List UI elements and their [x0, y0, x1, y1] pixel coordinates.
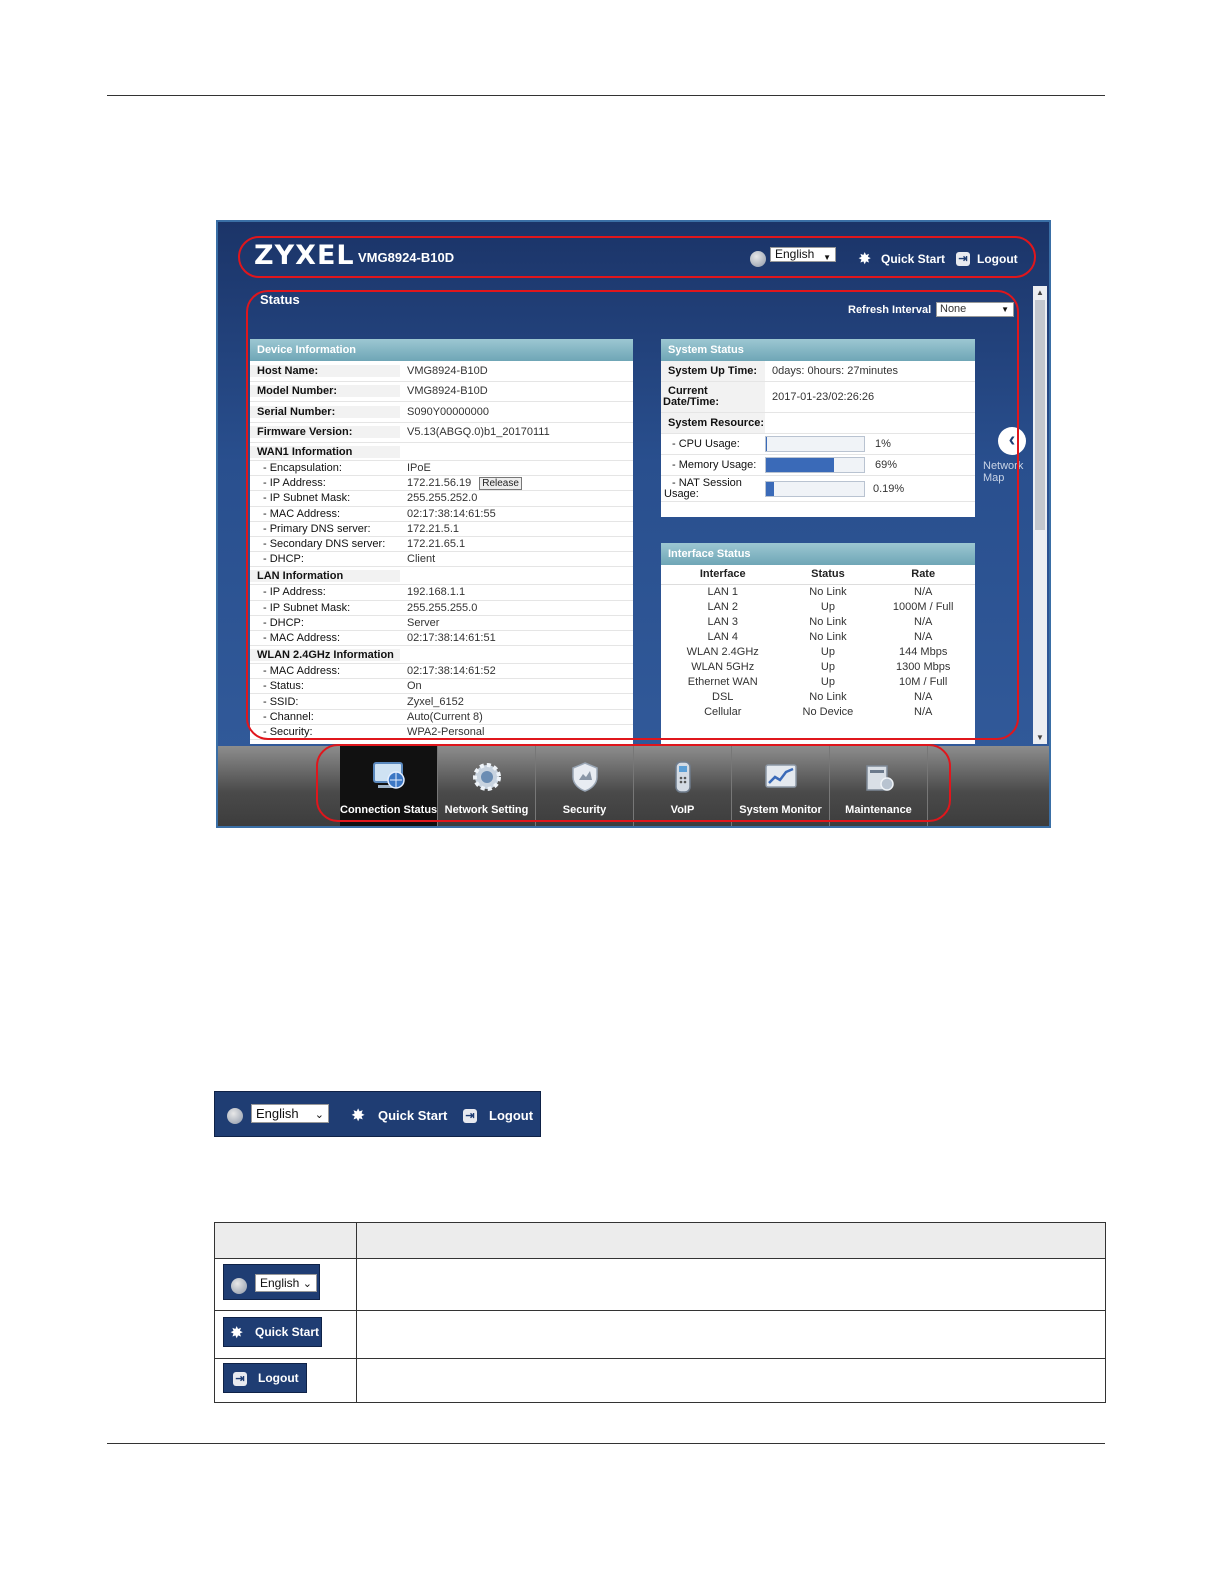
network-map-label-line2: Map — [983, 472, 1005, 484]
table-row — [215, 1259, 1106, 1311]
title-bar-icon-table — [214, 1222, 1106, 1403]
nav-label: Network Setting — [444, 804, 529, 816]
scroll-up-arrow-icon[interactable]: ▲ — [1036, 288, 1044, 297]
interface-cell: N/A — [914, 690, 933, 703]
language-value: English — [256, 1106, 299, 1121]
page-title: Status — [260, 292, 300, 307]
device-info-value-text: VMG8924-B10D — [407, 364, 488, 377]
scroll-down-arrow-icon[interactable]: ▼ — [1036, 733, 1044, 742]
cpu-usage-value: 1% — [875, 438, 891, 450]
device-info-label: - MAC Address: — [263, 665, 341, 678]
release-button[interactable]: Release — [479, 477, 522, 490]
language-value: English — [260, 1276, 300, 1290]
table-cell-icon — [215, 1359, 357, 1403]
cpu-usage-label: - CPU Usage: — [672, 438, 740, 450]
network-map-label-line1: Network — [983, 460, 1024, 472]
table-cell-description — [357, 1311, 1106, 1359]
interface-cell: No Link — [809, 690, 847, 703]
top-rule — [107, 95, 1105, 96]
refresh-interval-value: None — [940, 303, 967, 315]
device-info-label: Host Name: — [250, 365, 400, 377]
interface-status-header: Interface Status — [661, 543, 975, 565]
chevron-down-icon: ⌄ — [314, 1109, 324, 1121]
table-cell-description — [357, 1359, 1106, 1403]
device-info-label: - Secondary DNS server: — [263, 538, 386, 551]
interface-cell: 144 Mbps — [899, 645, 948, 658]
nav-label: Connection Status — [340, 804, 438, 816]
interface-cell: N/A — [914, 585, 933, 598]
current-datetime-label-line1: Current — [668, 385, 708, 397]
interface-cell: WLAN 2.4GHz — [686, 645, 759, 658]
device-info-label: - IP Address: — [263, 477, 326, 490]
device-info-label: Model Number: — [250, 385, 400, 397]
title-bar-highlight — [238, 236, 1036, 278]
nav-label: System Monitor — [739, 804, 822, 816]
quick-start-label: Quick Start — [255, 1325, 320, 1339]
system-resource-label: System Resource: — [661, 413, 765, 433]
brand-logo: ZYXEL — [254, 240, 355, 271]
table-row — [215, 1311, 1106, 1359]
device-info-label: - SSID: — [263, 695, 299, 708]
device-info-label: - Encapsulation: — [263, 462, 342, 475]
device-info-value-text: 02:17:38:14:61:51 — [407, 631, 496, 644]
interface-column-header: Rate — [871, 565, 975, 584]
interface-cell: Cellular — [704, 705, 742, 718]
device-info-value-text: 02:17:38:14:61:55 — [407, 507, 496, 520]
router-status-screenshot — [216, 220, 1051, 828]
interface-cell: LAN 2 — [707, 600, 739, 613]
nav-label: Security — [562, 804, 607, 816]
language-icon — [231, 1278, 247, 1294]
model-name: VMG8924-B10D — [358, 250, 455, 265]
device-info-value-text: S090Y00000000 — [407, 405, 489, 418]
navigation-highlight — [316, 744, 951, 822]
device-info-value-text: Server — [407, 616, 440, 629]
table-header-description — [357, 1223, 1106, 1259]
logout-image — [223, 1363, 307, 1393]
interface-cell: N/A — [914, 630, 933, 643]
interface-cell: Up — [820, 675, 835, 688]
table-row — [215, 1359, 1106, 1403]
dropdown-arrow-icon: ▼ — [823, 253, 831, 262]
interface-cell: No Link — [809, 615, 847, 628]
quick-start-icon: ✸ — [351, 1106, 366, 1125]
content-scrollbar[interactable] — [1033, 286, 1047, 744]
bottom-rule — [107, 1443, 1105, 1444]
interface-cell: Up — [820, 600, 835, 613]
table-header-icon — [215, 1223, 357, 1259]
title-bar-figure — [214, 1091, 541, 1137]
quick-start-link[interactable]: Quick Start — [378, 1108, 448, 1123]
interface-cell: 1000M / Full — [892, 600, 954, 613]
device-info-value-text: V5.13(ABGQ.0)b1_20170111 — [407, 426, 550, 439]
interface-cell: WLAN 5GHz — [691, 660, 755, 673]
interface-cell: DSL — [712, 690, 734, 703]
system-status-header: System Status — [661, 339, 975, 361]
dropdown-arrow-icon: ▼ — [1001, 305, 1009, 314]
device-info-label: WLAN 2.4GHz Information — [250, 649, 400, 661]
device-information-header: Device Information — [250, 339, 633, 361]
logout-icon: ⇥ — [956, 252, 970, 266]
interface-cell: Ethernet WAN — [687, 675, 758, 688]
language-icon — [227, 1108, 243, 1124]
language-value: English — [775, 247, 815, 261]
interface-cell: LAN 3 — [707, 615, 739, 628]
nat-session-value: 0.19% — [873, 482, 905, 495]
chevron-down-icon: ⌄ — [302, 1278, 312, 1290]
table-cell-description — [357, 1259, 1106, 1311]
quick-start-icon: ✸ — [858, 251, 872, 268]
nat-session-label-line2: Usage: — [664, 487, 699, 500]
network-map-chevron-icon[interactable]: ‹ — [998, 427, 1026, 455]
quick-start-icon: ✸ — [230, 1325, 244, 1342]
interface-cell: 1300 Mbps — [895, 660, 951, 673]
device-info-value-text: On — [407, 680, 422, 693]
logout-label: Logout — [258, 1371, 299, 1385]
interface-column-header: Interface — [661, 565, 784, 584]
device-info-value-text: Client — [407, 553, 436, 566]
device-info-label: - MAC Address: — [263, 507, 341, 520]
interface-cell: 10M / Full — [899, 675, 948, 688]
device-info-value-text: Auto(Current 8) — [407, 710, 483, 723]
device-info-label: - Primary DNS server: — [263, 522, 371, 535]
nat-session-label-line1: - NAT Session — [672, 476, 742, 489]
interface-cell: N/A — [914, 615, 933, 628]
logout-link[interactable]: Logout — [977, 252, 1018, 266]
interface-cell: No Link — [809, 630, 847, 643]
device-info-label: - IP Subnet Mask: — [263, 601, 351, 614]
nav-label: VoIP — [670, 804, 695, 816]
interface-cell: No Device — [802, 705, 854, 718]
system-up-time-value: 0days: 0hours: 27minutes — [772, 365, 898, 377]
device-info-value-text: VMG8924-B10D — [407, 385, 488, 398]
device-info-value-text: IPoE — [407, 462, 431, 475]
memory-usage-label: - Memory Usage: — [672, 459, 757, 471]
device-info-value-text: 255.255.255.0 — [407, 601, 478, 614]
device-info-label: Firmware Version: — [250, 426, 400, 438]
interface-column-header: Status — [784, 565, 871, 584]
language-select[interactable] — [251, 1104, 329, 1123]
logout-icon: ⇥ — [233, 1372, 247, 1386]
logout-link[interactable]: Logout — [489, 1108, 534, 1123]
current-datetime-label-line2: Date/Time: — [663, 396, 720, 408]
device-info-value-text: 172.21.65.1 — [407, 538, 466, 551]
device-info-value-text: 172.21.56.19 — [407, 476, 472, 489]
interface-cell: N/A — [914, 705, 933, 718]
device-info-value-text: 02:17:38:14:61:52 — [407, 665, 496, 678]
refresh-interval-label: Refresh Interval — [848, 304, 932, 316]
interface-cell: No Link — [809, 585, 847, 598]
quick-start-image — [223, 1317, 322, 1347]
device-info-label: WAN1 Information — [250, 446, 400, 458]
device-info-label: - IP Address: — [263, 586, 326, 599]
nav-label: Maintenance — [845, 804, 912, 816]
language-select — [255, 1274, 317, 1292]
device-info-label: - DHCP: — [263, 616, 304, 629]
interface-cell: LAN 4 — [707, 630, 739, 643]
table-cell-icon — [215, 1259, 357, 1311]
language-selector-image — [223, 1264, 320, 1300]
device-info-value-text: 172.21.5.1 — [407, 522, 459, 535]
content-area-highlight — [246, 290, 1019, 740]
device-info-label: LAN Information — [250, 570, 400, 582]
logout-icon: ⇥ — [463, 1109, 477, 1123]
current-datetime-value: 2017-01-23/02:26:26 — [772, 391, 875, 403]
table-cell-icon — [215, 1311, 357, 1359]
table-header-row — [215, 1223, 1106, 1259]
device-info-label: - DHCP: — [263, 553, 304, 566]
interface-cell: Up — [820, 645, 835, 658]
quick-start-link[interactable]: Quick Start — [881, 252, 946, 266]
device-info-label: - Security: — [263, 725, 313, 738]
device-info-label: - IP Subnet Mask: — [263, 492, 351, 505]
system-up-time-label: System Up Time: — [661, 361, 765, 381]
device-info-label: - Status: — [263, 680, 304, 693]
device-info-label: - MAC Address: — [263, 631, 341, 644]
device-info-value-text: WPA2-Personal — [407, 725, 485, 738]
device-info-value-text: 255.255.252.0 — [407, 492, 478, 505]
interface-cell: LAN 1 — [707, 585, 739, 598]
device-info-value-text: Zyxel_6152 — [407, 695, 464, 708]
device-info-value-text: 192.168.1.1 — [407, 586, 466, 599]
device-info-label: - Channel: — [263, 710, 314, 723]
scroll-thumb[interactable] — [1035, 300, 1045, 530]
memory-usage-value: 69% — [875, 459, 898, 471]
interface-cell: Up — [820, 660, 835, 673]
device-info-label: Serial Number: — [250, 406, 400, 418]
